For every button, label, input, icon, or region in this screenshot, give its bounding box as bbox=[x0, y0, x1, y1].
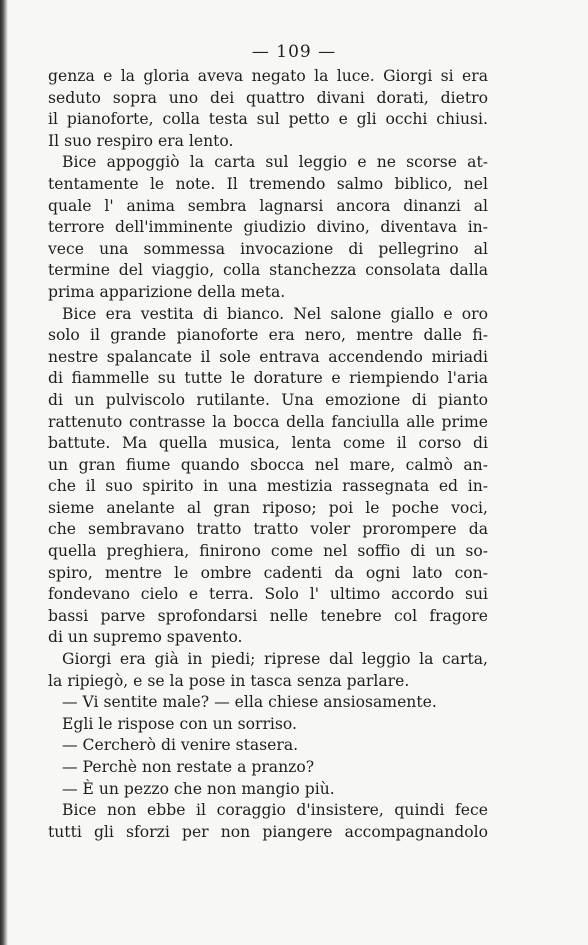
text-line: battute. Ma quella musica, lenta come il corso di bbox=[48, 434, 488, 453]
text-line: sieme anelante al gran riposo; poi le poche voci, bbox=[48, 498, 488, 517]
text-line: quella preghiera, finirono come nel soffio di un so- bbox=[48, 542, 488, 561]
text-line: Giorgi era già in piedi; riprese dal leggio la carta, bbox=[62, 650, 488, 669]
text-line: tutti gli sforzi per non piangere accompagnandolo bbox=[48, 822, 488, 841]
text-line: Il suo respiro era lento. bbox=[48, 131, 234, 150]
text-line: di fiammelle su tutte le dorature e riempiendo l'aria bbox=[48, 369, 488, 388]
text-line: seduto sopra uno dei quattro divani dorati, dietro bbox=[48, 88, 488, 107]
text-line: — Cercherò di venire stasera. bbox=[62, 736, 299, 755]
page-number: — 109 — bbox=[251, 42, 337, 62]
text-line: termine del viaggio, colla stanchezza consolata dalla bbox=[48, 261, 488, 280]
text-line: solo il grande pianoforte era nero, mentre dalle fi- bbox=[48, 326, 488, 345]
text-line: che il suo spirito in una mestizia rassegnata ed in- bbox=[48, 477, 488, 496]
text-line: Bice appoggiò la carta sul leggio e ne scorse at- bbox=[62, 153, 488, 172]
text-line: Bice non ebbe il coraggio d'insistere, quindi fece bbox=[62, 801, 488, 820]
text-line: terrore dell'imminente giudizio divino, diventava in- bbox=[48, 218, 488, 237]
text-line: prima apparizione della meta. bbox=[48, 282, 286, 301]
text-line: — Vi sentite male? — ella chiese ansiosamente. bbox=[62, 693, 437, 712]
text-line: la ripiegò, e se la pose in tasca senza parlare. bbox=[48, 671, 410, 690]
text-line: fondevano cielo e terra. Solo l' ultimo accordo sui bbox=[48, 585, 488, 604]
text-line: che sembravano tratto tratto voler prorompere da bbox=[48, 520, 488, 539]
text-line: spiro, mentre le ombre cadenti da ogni lato con- bbox=[48, 563, 488, 582]
text-line: tentamente le note. Il tremendo salmo biblico, nel bbox=[48, 174, 488, 193]
text-line: Bice era vestita di bianco. Nel salone giallo e oro bbox=[62, 304, 488, 323]
text-line: — È un pezzo che non mangio più. bbox=[62, 779, 335, 798]
text-line: nestre spalancate il sole entrava accendendo miriadi bbox=[48, 347, 488, 366]
text-line: quale l' anima sembra lagnarsi ancora dinanzi al bbox=[48, 196, 488, 215]
text-line: rattenuto contrasse la bocca della fanciulla alle prime bbox=[48, 412, 488, 431]
text-line: — Perchè non restate a pranzo? bbox=[62, 758, 315, 776]
page-binding-edge bbox=[0, 0, 8, 945]
text-line: il pianoforte, colla testa sul petto e gli occhi chiusi. bbox=[48, 110, 488, 129]
text-line: un gran fiume quando sbocca nel mare, calmò an- bbox=[48, 455, 488, 474]
text-line: di un pulviscolo rutilante. Una emozione di pianto bbox=[48, 390, 488, 409]
text-line: vece una sommessa invocazione di pellegrino al bbox=[48, 239, 488, 258]
text-line: di un supremo spavento. bbox=[48, 628, 243, 647]
text-line: bassi parve sprofondarsi nelle tenebre col fragore bbox=[48, 606, 488, 625]
text-line: genza e la gloria aveva negato la luce. Giorgi si era bbox=[48, 67, 488, 85]
text-line: Egli le rispose con un sorriso. bbox=[62, 714, 297, 733]
body-text bbox=[48, 66, 488, 843]
